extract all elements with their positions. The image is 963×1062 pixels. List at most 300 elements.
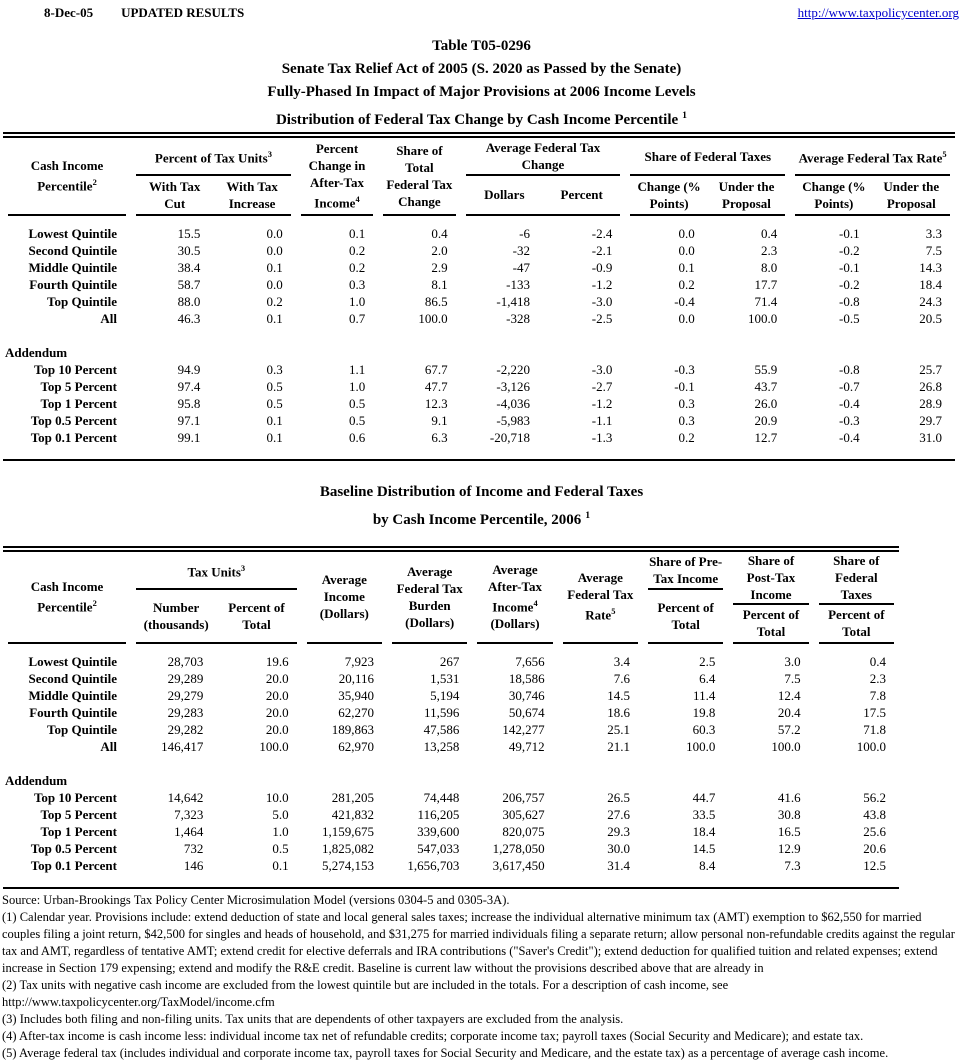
cell-value: 100.0	[686, 739, 716, 754]
cell-value: 29.3	[607, 824, 630, 839]
cell-value: 0.1	[266, 260, 283, 275]
table1-header	[3, 138, 955, 216]
cell-value: 25.7	[919, 362, 942, 377]
addendum-label: Addendum	[5, 773, 68, 788]
cell-value: 7,323	[174, 807, 204, 822]
row-label: Top Quintile	[47, 294, 117, 309]
cell-value: 74,448	[423, 790, 460, 805]
cell-value: -32	[512, 243, 530, 258]
table-row	[3, 789, 899, 806]
cell-value: 19.6	[265, 654, 289, 669]
quintile-rows	[3, 653, 899, 755]
cell-value: -0.5	[839, 311, 860, 326]
cell-value: 5,194	[430, 688, 460, 703]
cell-value: 0.2	[348, 260, 366, 275]
footnotes-block	[2, 892, 959, 1062]
spacer-row	[3, 755, 899, 772]
cell-value: 13,258	[423, 739, 460, 754]
footnote-line: (1) Calendar year. Provisions include: extend deduction of state and local general sales taxes; increase the individual alternative minimum tax (AMT) exemption to $62,550 for married couples filing a joint return, $42,500 for singles and heads of household, and $31,275 for married individuals filing a separate return; allow personal non-refundable credits against the regular tax and AMT, regardless of tentative AMT; extend credit for elective deferrals and IRA contributions ("Saver's Credit"); extend deduction for qualified tuition and related expenses; extend increase in Section 179 expensing; extend and modify the R&E credit. Baseline is current law without the provisions described above that are already in	[2, 910, 955, 975]
title-line: Fully-Phased In Impact of Major Provisions at 2006 Income Levels	[267, 84, 696, 100]
cell-value: 100.0	[747, 311, 778, 326]
table-row	[3, 429, 955, 446]
cell-value: 20.5	[919, 311, 942, 326]
cell-value: 31.0	[919, 430, 942, 445]
cell-value: 8.0	[760, 260, 778, 275]
column-header-average-income: Average Income (Dollars)	[307, 552, 382, 644]
cell-value: 86.5	[424, 294, 448, 309]
cell-value: -2.5	[591, 311, 613, 326]
cell-value: 8.1	[431, 277, 448, 292]
cell-value: 26.5	[607, 790, 630, 805]
table-row	[3, 653, 899, 670]
cell-value: -2,220	[496, 362, 530, 377]
cell-value: 62,270	[338, 705, 374, 720]
addendum-label: Addendum	[5, 345, 68, 360]
cell-value: 421,832	[331, 807, 374, 822]
cell-value: 18.6	[607, 705, 630, 720]
table-row	[3, 670, 899, 687]
row-label: Top 5 Percent	[40, 379, 117, 394]
addendum-rows	[3, 361, 955, 446]
cell-value: 47,586	[423, 722, 460, 737]
cell-value: 3.4	[613, 654, 630, 669]
column-group-share-of-post-tax-income: Share of Post-Tax Income Percent of Total	[733, 552, 808, 644]
cell-value: 100.0	[259, 739, 289, 754]
cell-value: 7.3	[784, 858, 801, 873]
doc-header	[0, 0, 963, 21]
cell-value: 47.7	[424, 379, 448, 394]
table-row	[3, 310, 955, 327]
cell-value: 43.7	[754, 379, 778, 394]
cell-value: 88.0	[177, 294, 201, 309]
subcolumn-header-percent-of-total: Percent of Total	[742, 607, 800, 639]
cell-value: 49,712	[508, 739, 545, 754]
cell-value: 3.3	[925, 226, 942, 241]
cell-value: 0.4	[869, 654, 886, 669]
footnote-line: (3) Includes both filing and non-filing units. Tax units that are dependents of other taxpayers are excluded from the analysis.	[2, 1012, 624, 1026]
cell-value: 2.3	[760, 243, 778, 258]
cell-value: -0.8	[839, 294, 860, 309]
cell-value: -0.4	[839, 396, 860, 411]
cell-value: -0.8	[839, 362, 860, 377]
column-header-average-after-tax-income: Average After-Tax Income$^4$ (Dollars)	[477, 552, 552, 644]
cell-value: 97.1	[177, 413, 201, 428]
footnote-line: (5) Average federal tax (includes individual and corporate income tax, payroll taxes for Social Security and Medicare, and the estate tax) as a percentage of average cash income.	[2, 1046, 889, 1060]
cell-value: 25.6	[863, 824, 886, 839]
cell-value: 11,596	[424, 705, 460, 720]
row-label: Top 10 Percent	[33, 362, 117, 377]
cell-value: -0.1	[839, 226, 860, 241]
tax-change-table	[3, 132, 955, 461]
cell-value: 17.7	[754, 277, 778, 292]
footnote-line: (2) Tax units with negative cash income are excluded from the lowest quintile but are included in the totals. For a description of cash income, see http://www.taxpolicycenter.org/TaxModel/income.cfm	[2, 978, 729, 1009]
cell-value: 305,627	[502, 807, 545, 822]
table-row	[3, 225, 955, 242]
cell-value: -3,126	[496, 379, 530, 394]
cell-value: 2.9	[431, 260, 448, 275]
column-group-average-federal-tax-change: Average Federal Tax Change Dollars Percent	[466, 138, 621, 216]
subcolumn-header-percent: Percent	[560, 187, 603, 202]
column-group-share-of-federal-taxes: Share of Federal Taxes Change (% Points) Under the Proposal	[630, 138, 785, 216]
cell-value: 0.5	[348, 396, 366, 411]
table-row	[3, 293, 955, 310]
cell-value: 0.5	[266, 396, 283, 411]
subcolumn-header-dollars: Dollars	[484, 187, 525, 202]
subcolumn-header-percent-of-total: Percent of Total	[657, 599, 714, 632]
footnote-line: Source: Urban-Brookings Tax Policy Center Microsimulation Model (versions 0304-5 and 0305-3A).	[2, 893, 510, 907]
column-header-average-federal-tax-burden: Average Federal Tax Burden (Dollars)	[392, 552, 467, 644]
cell-value: 100.0	[418, 311, 448, 326]
cell-value: -0.9	[591, 260, 613, 275]
cell-value: 12.5	[863, 858, 886, 873]
cell-value: 732	[183, 841, 204, 856]
column-header-cash-income-percentile: Cash Income Percentile$^2$	[8, 552, 126, 644]
cell-value: 28.9	[919, 396, 942, 411]
cell-value: 28,703	[167, 654, 204, 669]
row-label: All	[100, 311, 117, 326]
cell-value: 24.3	[919, 294, 942, 309]
cell-value: 100.0	[771, 739, 801, 754]
table2-body	[3, 644, 899, 887]
cell-value: 14,642	[167, 790, 204, 805]
cell-value: 20,116	[338, 671, 374, 686]
cell-value: 7.8	[869, 688, 886, 703]
table1-body	[3, 216, 955, 459]
cell-value: 7.6	[613, 671, 630, 686]
cell-value: -1.3	[591, 430, 613, 445]
cell-value: 12.7	[754, 430, 778, 445]
cell-value: -328	[506, 311, 530, 326]
cell-value: 0.5	[272, 841, 289, 856]
cell-value: 56.2	[863, 790, 886, 805]
cell-value: 31.4	[607, 858, 630, 873]
footnote-line: (4) After-tax income is cash income less: individual income tax net of refundable credits; corporate income tax; payroll taxes (Social Security and Medicare); and estate tax.	[2, 1029, 864, 1043]
cell-value: 7,656	[515, 654, 545, 669]
cell-value: 94.9	[177, 362, 201, 377]
cell-value: 0.2	[678, 430, 695, 445]
cell-value: 50,674	[508, 705, 545, 720]
cell-value: 71.8	[863, 722, 886, 737]
cell-value: 12.9	[777, 841, 801, 856]
cell-value: 0.0	[678, 226, 695, 241]
subcolumn-header-under-the-proposal: Under the Proposal	[718, 178, 775, 211]
column-header-share-of-total-federal-tax-change: Share of Total Federal Tax Change	[383, 138, 455, 216]
column-header-average-federal-tax-rate: Average Federal Tax Rate$^5$	[563, 552, 638, 644]
cell-value: 0.3	[266, 362, 283, 377]
subcolumn-header-number-thousands: Number (thousands)	[143, 599, 209, 632]
cell-value: 29,289	[167, 671, 204, 686]
cell-value: 33.5	[692, 807, 716, 822]
quintile-rows	[3, 225, 955, 327]
cell-value: 0.0	[678, 311, 695, 326]
row-label: Second Quintile	[28, 243, 117, 258]
table1-title-block	[0, 35, 963, 132]
cell-value: -0.4	[839, 430, 860, 445]
title-line: Baseline Distribution of Income and Federal Taxes	[319, 484, 644, 500]
table-row	[3, 823, 899, 840]
cell-value: -0.4	[674, 294, 695, 309]
row-label: Fourth Quintile	[29, 705, 117, 720]
cell-value: 71.4	[754, 294, 778, 309]
row-label: Top 0.1 Percent	[30, 430, 117, 445]
cell-value: 11.4	[693, 688, 716, 703]
spacer-row	[3, 327, 955, 344]
table2-header	[3, 552, 899, 644]
title-line: Table T05-0296	[432, 38, 531, 54]
cell-value: 5.0	[272, 807, 289, 822]
cell-value: 820,075	[502, 824, 545, 839]
cell-value: 3.0	[784, 654, 801, 669]
cell-value: 20.0	[265, 671, 289, 686]
cell-value: 26.8	[919, 379, 942, 394]
row-label: Top 0.5 Percent	[30, 841, 117, 856]
doc-date: 8-Dec-05	[44, 5, 94, 20]
row-label: Middle Quintile	[28, 688, 117, 703]
cell-value: -0.1	[839, 260, 860, 275]
table-row	[3, 242, 955, 259]
cell-value: 339,600	[417, 824, 460, 839]
cell-value: 18.4	[919, 277, 942, 292]
cell-value: 35,940	[338, 688, 374, 703]
cell-value: 0.1	[272, 858, 289, 873]
cell-value: 0.0	[678, 243, 695, 258]
cell-value: 100.0	[856, 739, 886, 754]
cell-value: 0.3	[678, 413, 695, 428]
cell-value: 14.5	[692, 841, 716, 856]
cell-value: 99.1	[177, 430, 201, 445]
cell-value: 12.4	[777, 688, 801, 703]
column-group-share-of-federal-taxes: Share of Federal Taxes Percent of Total	[819, 552, 894, 644]
cell-value: -3.0	[591, 362, 613, 377]
cell-value: 0.3	[348, 277, 366, 292]
cell-value: -5,983	[496, 413, 530, 428]
cell-value: 0.7	[348, 311, 366, 326]
cell-value: 1,825,082	[322, 841, 374, 856]
cell-value: 15.5	[177, 226, 201, 241]
title-footnote-ref: 1	[682, 110, 688, 121]
table-row	[3, 361, 955, 378]
cell-value: -6	[519, 226, 530, 241]
cell-value: 0.5	[266, 379, 283, 394]
cell-value: 0.1	[266, 430, 283, 445]
cell-value: 29,282	[167, 722, 204, 737]
cell-value: 0.4	[760, 226, 778, 241]
cell-value: -0.1	[674, 379, 695, 394]
column-group-share-of-pre-tax-income: Share of Pre-Tax Income Percent of Total	[648, 552, 723, 644]
subcolumn-header-change-points: Change (% Points)	[637, 178, 701, 211]
cell-value: 30.5	[177, 243, 201, 258]
cell-value: 267	[439, 654, 460, 669]
row-label: Lowest Quintile	[28, 226, 117, 241]
cell-value: 189,863	[331, 722, 374, 737]
cell-value: 25.1	[607, 722, 630, 737]
cell-value: -0.3	[674, 362, 695, 377]
cell-value: 29,279	[167, 688, 204, 703]
cell-value: 67.7	[424, 362, 448, 377]
cell-value: 7.5	[784, 671, 801, 686]
table2-title-block	[0, 481, 963, 532]
cell-value: 6.4	[699, 671, 716, 686]
column-header-cash-income-percentile: Cash Income Percentile$^2$	[8, 138, 126, 216]
cell-value: 16.5	[777, 824, 801, 839]
cell-value: 206,757	[502, 790, 545, 805]
cell-value: 0.0	[266, 277, 283, 292]
cell-value: 20.0	[265, 688, 289, 703]
cell-value: 1,278,050	[492, 841, 545, 856]
cell-value: 0.1	[266, 413, 283, 428]
cell-value: 46.3	[177, 311, 201, 326]
taxpolicycenter-link[interactable]: http://www.taxpolicycenter.org	[797, 5, 959, 20]
cell-value: 12.3	[424, 396, 448, 411]
table-row	[3, 840, 899, 857]
table-row	[3, 276, 955, 293]
cell-value: -1.1	[591, 413, 613, 428]
cell-value: -3.0	[591, 294, 613, 309]
subcolumn-header-percent-of-total: Percent of Total	[828, 607, 885, 639]
row-label: Fourth Quintile	[29, 277, 117, 292]
cell-value: 30.0	[607, 841, 630, 856]
cell-value: 21.1	[607, 739, 630, 754]
table-row	[3, 721, 899, 738]
cell-value: 1.0	[272, 824, 289, 839]
cell-value: 0.5	[348, 413, 366, 428]
cell-value: 0.1	[678, 260, 695, 275]
table-row	[3, 857, 899, 874]
cell-value: 20.4	[777, 705, 801, 720]
cell-value: -0.7	[839, 379, 860, 394]
cell-value: 0.1	[348, 226, 366, 241]
cell-value: 38.4	[177, 260, 201, 275]
cell-value: 7,923	[344, 654, 374, 669]
cell-value: 281,205	[331, 790, 374, 805]
row-label: Top 5 Percent	[40, 807, 117, 822]
column-group-tax-units: Tax Units$^3$ Number (thousands) Percent of Total	[136, 552, 297, 644]
cell-value: 1,531	[430, 671, 460, 686]
cell-value: -2.1	[591, 243, 613, 258]
doc-status-label: UPDATED RESULTS	[121, 5, 245, 20]
cell-value: 30.8	[777, 807, 801, 822]
row-label: Top 0.1 Percent	[30, 858, 117, 873]
cell-value: 58.7	[177, 277, 201, 292]
table-row	[3, 395, 955, 412]
row-label: All	[100, 739, 117, 754]
title-footnote-ref: 1	[585, 510, 591, 521]
cell-value: 26.0	[754, 396, 778, 411]
cell-value: 14.5	[607, 688, 630, 703]
cell-value: 2.3	[869, 671, 886, 686]
subcolumn-header-with-tax-increase: With Tax Increase	[226, 178, 278, 211]
cell-value: 1,464	[174, 824, 204, 839]
row-label: Top 10 Percent	[33, 790, 117, 805]
cell-value: 17.5	[863, 705, 886, 720]
cell-value: 0.1	[266, 311, 283, 326]
column-group-average-federal-tax-rate: Average Federal Tax Rate$^5$ Change (% Points) Under the Proposal	[795, 138, 950, 216]
cell-value: -1.2	[591, 277, 613, 292]
cell-value: 7.5	[925, 243, 942, 258]
cell-value: 10.0	[265, 790, 289, 805]
baseline-distribution-table	[3, 546, 899, 889]
subcolumn-header-percent-of-total: Percent of Total	[228, 599, 285, 632]
cell-value: 20.9	[754, 413, 778, 428]
cell-value: 60.3	[692, 722, 716, 737]
cell-value: 0.4	[431, 226, 448, 241]
cell-value: 19.8	[692, 705, 716, 720]
table-row	[3, 412, 955, 429]
addendum-rows	[3, 789, 899, 874]
cell-value: 146,417	[161, 739, 204, 754]
cell-value: -47	[512, 260, 530, 275]
cell-value: 1,159,675	[322, 824, 374, 839]
cell-value: 1.1	[348, 362, 366, 377]
cell-value: 142,277	[502, 722, 545, 737]
row-label: Top 1 Percent	[40, 824, 117, 839]
table-row	[3, 259, 955, 276]
cell-value: -0.2	[839, 243, 860, 258]
cell-value: 18.4	[692, 824, 716, 839]
table-row	[3, 806, 899, 823]
table-row	[3, 704, 899, 721]
cell-value: 0.6	[348, 430, 366, 445]
cell-value: 0.2	[678, 277, 695, 292]
row-label: Middle Quintile	[28, 260, 117, 275]
cell-value: 5,274,153	[322, 858, 374, 873]
column-header-percent-change-after-tax-income: Percent Change in After-Tax Income$^4$	[301, 138, 373, 216]
title-line: Distribution of Federal Tax Change by Cash Income Percentile $^1$	[275, 110, 688, 128]
cell-value: 62,970	[338, 739, 374, 754]
subcolumn-header-change-points: Change (% Points)	[802, 178, 866, 211]
cell-value: 20.6	[863, 841, 886, 856]
cell-value: -0.3	[839, 413, 860, 428]
cell-value: 8.4	[699, 858, 716, 873]
cell-value: 2.0	[431, 243, 448, 258]
cell-value: 146	[183, 858, 204, 873]
cell-value: 43.8	[863, 807, 886, 822]
cell-value: 1,656,703	[407, 858, 460, 873]
title-line: by Cash Income Percentile, 2006 $^1$	[372, 510, 591, 528]
table-row	[3, 378, 955, 395]
cell-value: 2.5	[699, 654, 716, 669]
cell-value: 18,586	[508, 671, 545, 686]
row-label: Second Quintile	[28, 671, 117, 686]
cell-value: 547,033	[417, 841, 460, 856]
cell-value: -1,418	[496, 294, 530, 309]
cell-value: 29,283	[167, 705, 204, 720]
cell-value: 30,746	[508, 688, 545, 703]
cell-value: 0.2	[348, 243, 366, 258]
cell-value: -2.4	[591, 226, 613, 241]
cell-value: 41.6	[777, 790, 801, 805]
column-group-percent-of-tax-units: Percent of Tax Units$^3$ With Tax Cut With Tax Increase	[136, 138, 291, 216]
cell-value: 0.2	[266, 294, 283, 309]
row-label: Lowest Quintile	[28, 654, 117, 669]
cell-value: 9.1	[431, 413, 448, 428]
cell-value: 20.0	[265, 722, 289, 737]
title-line: Senate Tax Relief Act of 2005 (S. 2020 as Passed by the Senate)	[281, 61, 682, 77]
cell-value: 97.4	[177, 379, 201, 394]
table-row	[3, 738, 899, 755]
subcolumn-header-under-the-proposal: Under the Proposal	[883, 178, 940, 211]
cell-value: 0.0	[266, 226, 283, 241]
cell-value: 0.0	[266, 243, 283, 258]
cell-value: 0.3	[678, 396, 695, 411]
cell-value: 1.0	[348, 379, 366, 394]
cell-value: 55.9	[754, 362, 778, 377]
table-row	[3, 687, 899, 704]
cell-value: 44.7	[692, 790, 716, 805]
row-label: Top 1 Percent	[40, 396, 117, 411]
cell-value: 116,205	[417, 807, 460, 822]
cell-value: -2.7	[591, 379, 613, 394]
